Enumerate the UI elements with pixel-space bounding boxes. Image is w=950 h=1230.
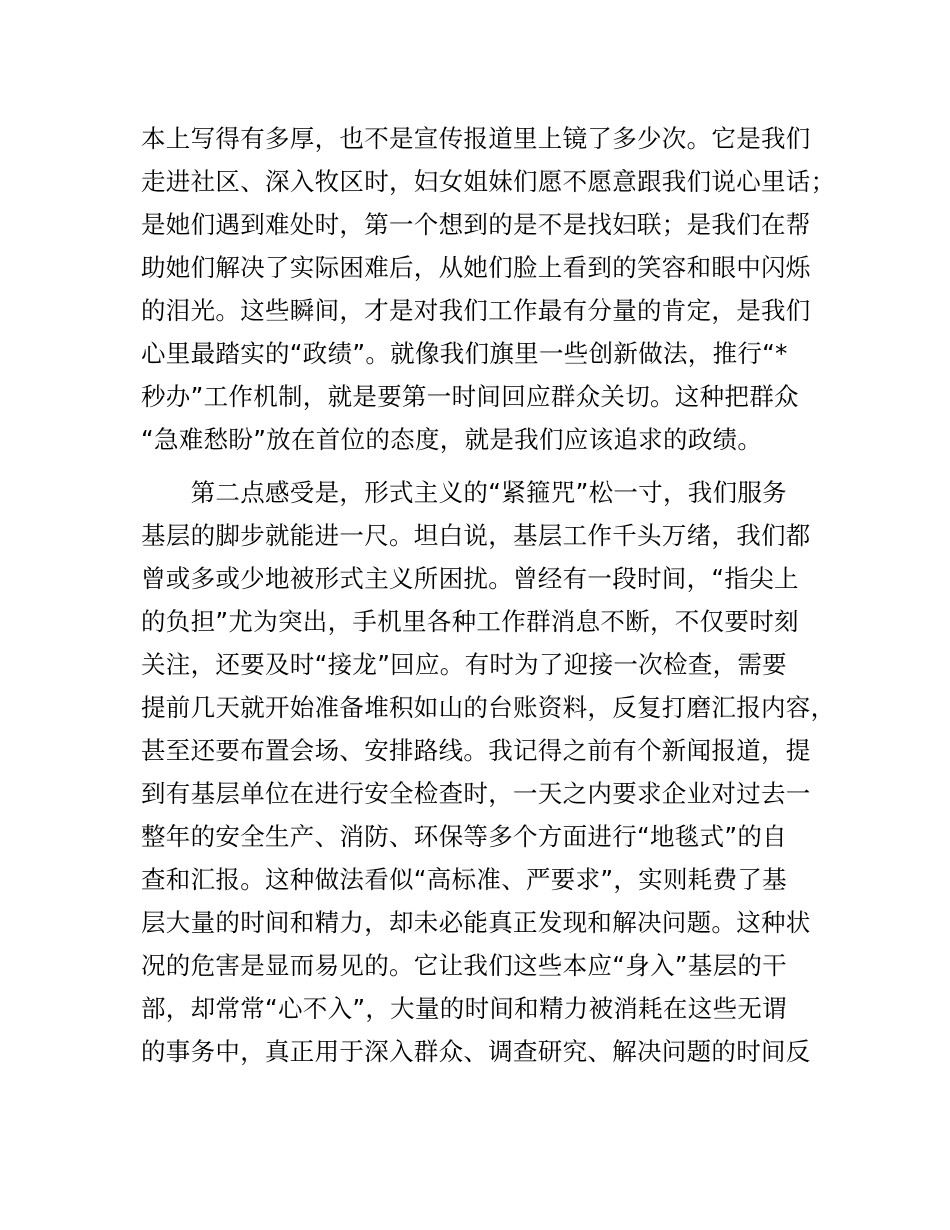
text-line: 本上写得有多厚，也不是宣传报道里上镜了多少次。它是我们	[141, 124, 811, 153]
text-line: 是她们遇到难处时，第一个想到的是不是找妇联；是我们在帮	[141, 210, 811, 239]
text-line: 关注，还要及时“接龙”回应。有时为了迎接一次检查，需要	[141, 650, 787, 679]
text-line: 秒办”工作机制，就是要第一时间回应群众关切。这种把群众	[141, 382, 799, 411]
text-line: 的负担”尤为突出，手机里各种工作群消息不断，不仅要时刻	[141, 607, 799, 636]
text-line: 查和汇报。这种做法看似“高标准、严要求”，实则耗费了基	[141, 865, 787, 894]
text-line: 到有基层单位在进行安全检查时，一天之内要求企业对过去一	[141, 779, 811, 808]
text-line: 的事务中，真正用于深入群众、调查研究、解决问题的时间反	[141, 1037, 811, 1066]
paragraph-start-line: 第二点感受是，形式主义的“紧箍咒”松一寸，我们服务	[141, 478, 787, 507]
text-line: 整年的安全生产、消防、环保等多个方面进行“地毯式”的自	[141, 822, 787, 851]
text-line: 层大量的时间和精力，却未必能真正发现和解决问题。这种状	[141, 908, 811, 937]
text-line: 心里最踏实的“政绩”。就像我们旗里一些创新做法，推行“*	[141, 339, 788, 368]
text-line: 提前几天就开始准备堆积如山的台账资料，反复打磨汇报内容，	[141, 693, 836, 722]
text-line: “急难愁盼”放在首位的态度，就是我们应该追求的政绩。	[141, 425, 763, 454]
text-line: 助她们解决了实际困难后，从她们脸上看到的笑容和眼中闪烁	[141, 253, 811, 282]
text-line: 的泪光。这些瞬间，才是对我们工作最有分量的肯定，是我们	[141, 296, 811, 325]
text-line: 况的危害是显而易见的。它让我们这些本应“身入”基层的干	[141, 951, 787, 980]
text-line: 走进社区、深入牧区时，妇女姐妹们愿不愿意跟我们说心里话；	[141, 167, 836, 196]
text-line: 部，却常常“心不入”，大量的时间和精力被消耗在这些无谓	[141, 994, 787, 1023]
text-line: 曾或多或少地被形式主义所困扰。曾经有一段时间，“指尖上	[141, 564, 799, 593]
text-line: 基层的脚步就能进一尺。坦白说，基层工作千头万绪，我们都	[141, 521, 811, 550]
text-line: 甚至还要布置会场、安排路线。我记得之前有个新闻报道，提	[141, 736, 811, 765]
